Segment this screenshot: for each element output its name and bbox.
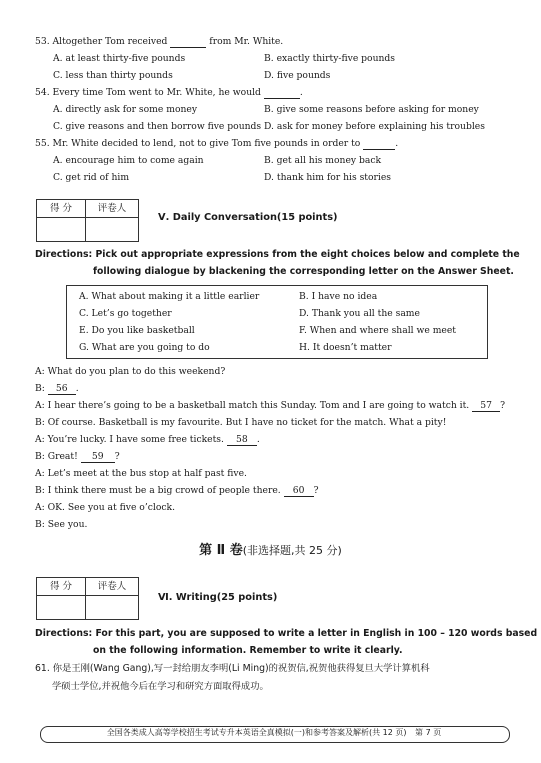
dialogue-line-6: B: Great! 59 ? [35, 451, 120, 462]
q53-option-d: D. five pounds [264, 70, 331, 81]
section6-directions: Directions: For this part, you are supposed to write a letter in English in 100 – 120 words based [35, 628, 538, 639]
q55-stem: 55. Mr. White decided to lend, not to give Tom five pounds in order to . [35, 138, 399, 149]
footer-text: 全国各类成人高等学校招生考试专升本英语全真模拟(一)和参考答案及解析(共 12 页) [106, 728, 407, 737]
q55-blank [363, 138, 395, 150]
choice-c: C. Let’s go together [79, 308, 172, 319]
q53-option-a: A. at least thirty-five pounds [53, 53, 186, 64]
section6-directions-line2: on the following information. Remember to write it clearly. [93, 645, 403, 656]
choice-f: F. When and where shall we meet [299, 325, 456, 336]
dialogue-line-3: A: I hear there’s going to be a basketball match this Sunday. Tom and I are going to watch it. 57 ? [35, 400, 506, 411]
q61-line-1: 61. 你是王刚(Wang Gang),写一封给朋友李明(Li Ming)的祝贺信,祝贺他获得复旦大学计算机科 [35, 663, 430, 674]
section5-directions-line2: following dialogue by blackening the corresponding letter on the Answer Sheet. [93, 266, 514, 277]
blank-58: 58 [227, 434, 257, 446]
choice-b: B. I have no idea [299, 291, 378, 302]
choice-a: A. What about making it a little earlier [79, 291, 260, 302]
q55-option-b: B. get all his money back [264, 155, 382, 166]
q55-option-c: C. get rid of him [53, 172, 130, 183]
grader-cell[interactable] [86, 218, 139, 242]
q61-line-2: 学硕士学位,并祝他今后在学习和研究方面取得成功。 [52, 681, 269, 692]
dialogue-line-1: A: What do you plan to do this weekend? [35, 366, 226, 377]
grader-header: 评卷人 [86, 200, 139, 218]
q53-stem: 53. Altogether Tom received from Mr. White. [35, 36, 284, 47]
q54-option-b: B. give some reasons before asking for money [264, 104, 479, 115]
choice-d: D. Thank you all the same [299, 308, 420, 319]
blank-60: 60 [284, 485, 314, 497]
grader-cell-2[interactable] [86, 596, 139, 620]
q53-blank [170, 36, 206, 48]
dialogue-line-5: A: You’re lucky. I have some free tickets. 58 . [35, 434, 260, 445]
q54-option-c: C. give reasons and then borrow five pounds [53, 121, 262, 132]
score-cell[interactable] [37, 218, 86, 242]
q54-option-d: D. ask for money before explaining his troubles [264, 121, 485, 132]
blank-57: 57 [472, 400, 500, 412]
dialogue-line-4: B: Of course. Basketball is my favourite. But I have no ticket for the match. What a pity! [35, 417, 447, 428]
grader-header-2: 评卷人 [86, 578, 139, 596]
q53-option-c: C. less than thirty pounds [53, 70, 173, 81]
dialogue-line-9: A: OK. See you at five o’clock. [35, 502, 176, 513]
choice-g: G. What are you going to do [79, 342, 210, 353]
choice-h: H. It doesn’t matter [299, 342, 392, 353]
dialogue-line-8: B: I think there must be a big crowd of people there. 60 ? [35, 485, 319, 496]
blank-56: 56 [48, 383, 76, 395]
choice-e: E. Do you like basketball [79, 325, 195, 336]
q54-blank [264, 87, 300, 99]
score-cell-2[interactable] [37, 596, 86, 620]
dialogue-line-2: B: 56 . [35, 383, 79, 394]
footer [40, 728, 508, 738]
score-table [36, 199, 139, 242]
blank-59: 59 [81, 451, 115, 463]
section5-directions: Directions: Pick out appropriate expressions from the eight choices below and complete the [35, 249, 520, 260]
part2-title: 第 Ⅱ 卷(非选择题,共 25 分) [199, 543, 342, 558]
q54-stem: 54. Every time Tom went to Mr. White, he would . [35, 87, 303, 98]
section6-title: Ⅵ. Writing(25 points) [158, 592, 278, 603]
score-header-2: 得 分 [37, 578, 86, 596]
q54-option-a: A. directly ask for some money [53, 104, 198, 115]
q53-option-b: B. exactly thirty-five pounds [264, 53, 396, 64]
dialogue-line-7: A: Let’s meet at the bus stop at half past five. [35, 468, 247, 479]
score-table-2 [36, 577, 139, 620]
dialogue-line-10: B: See you. [35, 519, 88, 530]
score-header: 得 分 [37, 200, 86, 218]
q55-option-a: A. encourage him to come again [53, 155, 204, 166]
section5-title: Ⅴ. Daily Conversation(15 points) [158, 212, 338, 223]
q55-option-d: D. thank him for his stories [264, 172, 392, 183]
page-number: 第 7 页 [415, 728, 442, 737]
